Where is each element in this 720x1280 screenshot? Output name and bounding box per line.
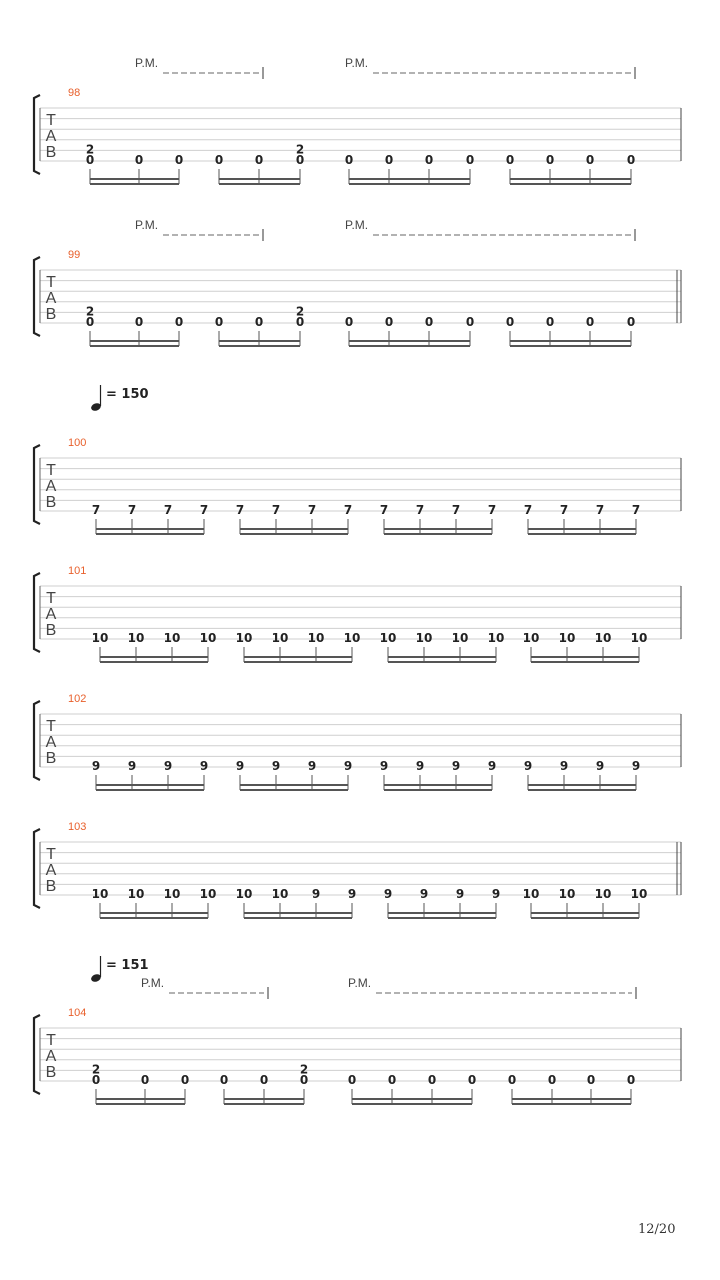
tab-clef-t: T bbox=[46, 462, 56, 479]
fret-number: 10 bbox=[127, 631, 145, 645]
fret-number: 0 bbox=[134, 153, 144, 167]
fret-number: 9 bbox=[311, 887, 321, 901]
fret-number: 0 bbox=[585, 315, 595, 329]
fret-number: 9 bbox=[631, 759, 641, 773]
tab-clef-b: B bbox=[45, 144, 57, 161]
fret-number: 9 bbox=[455, 887, 465, 901]
fret-number: 7 bbox=[163, 503, 173, 517]
fret-number: 10 bbox=[558, 887, 576, 901]
fret-number: 0 bbox=[547, 1073, 557, 1087]
tab-clef-b: B bbox=[45, 1064, 57, 1081]
fret-number: 0 bbox=[219, 1073, 229, 1087]
tab-clef-t: T bbox=[46, 274, 56, 291]
tab-clef-b: B bbox=[45, 622, 57, 639]
fret-number: 7 bbox=[199, 503, 209, 517]
tab-clef-t: T bbox=[46, 590, 56, 607]
palm-mute-label: P.M. bbox=[345, 218, 369, 232]
palm-mute-label: P.M. bbox=[348, 976, 372, 990]
fret-number: 0 bbox=[465, 153, 475, 167]
measure-number: 103 bbox=[68, 821, 87, 833]
staff-bracket bbox=[34, 445, 40, 524]
fret-number: 0 bbox=[299, 1073, 309, 1087]
fret-number: 0 bbox=[214, 315, 224, 329]
fret-number: 7 bbox=[91, 503, 101, 517]
fret-number: 0 bbox=[545, 315, 555, 329]
tab-clef-b: B bbox=[45, 878, 57, 895]
fret-number: 10 bbox=[379, 631, 397, 645]
fret-number: 2 bbox=[299, 1062, 309, 1077]
fret-number: 0 bbox=[295, 315, 305, 329]
fret-number: 10 bbox=[163, 631, 181, 645]
tab-clef-a: A bbox=[45, 1048, 57, 1065]
fret-number: 9 bbox=[451, 759, 461, 773]
fret-number: 0 bbox=[505, 153, 515, 167]
fret-number: 10 bbox=[522, 631, 540, 645]
tab-clef-a: A bbox=[45, 606, 57, 623]
fret-number: 9 bbox=[559, 759, 569, 773]
fret-number: 9 bbox=[487, 759, 497, 773]
fret-number: 10 bbox=[522, 887, 540, 901]
staff-bracket bbox=[34, 257, 40, 336]
tab-clef-b: B bbox=[45, 494, 57, 511]
fret-number: 0 bbox=[465, 315, 475, 329]
fret-number: 7 bbox=[631, 503, 641, 517]
fret-number: 0 bbox=[91, 1073, 101, 1087]
fret-number: 10 bbox=[271, 887, 289, 901]
fret-number: 2 bbox=[85, 142, 95, 157]
fret-number: 9 bbox=[271, 759, 281, 773]
fret-number: 10 bbox=[307, 631, 325, 645]
fret-number: 0 bbox=[85, 153, 95, 167]
palm-mute-label: P.M. bbox=[135, 56, 159, 70]
fret-number: 10 bbox=[451, 631, 469, 645]
fret-number: 0 bbox=[507, 1073, 517, 1087]
measure-number: 102 bbox=[68, 693, 87, 705]
fret-number: 7 bbox=[487, 503, 497, 517]
fret-number: 0 bbox=[344, 153, 354, 167]
fret-number: 0 bbox=[586, 1073, 596, 1087]
fret-number: 7 bbox=[307, 503, 317, 517]
fret-number: 0 bbox=[174, 153, 184, 167]
fret-number: 2 bbox=[85, 304, 95, 319]
staff-bracket bbox=[34, 829, 40, 908]
fret-number: 0 bbox=[427, 1073, 437, 1087]
tab-clef-a: A bbox=[45, 478, 57, 495]
fret-number: 2 bbox=[295, 304, 305, 319]
measure-number: 104 bbox=[68, 1007, 87, 1019]
fret-number: 9 bbox=[163, 759, 173, 773]
fret-number: 10 bbox=[235, 887, 253, 901]
tab-clef-b: B bbox=[45, 750, 57, 767]
fret-number: 9 bbox=[523, 759, 533, 773]
fret-number: 0 bbox=[347, 1073, 357, 1087]
fret-number: 0 bbox=[259, 1073, 269, 1087]
fret-number: 0 bbox=[214, 153, 224, 167]
fret-number: 9 bbox=[235, 759, 245, 773]
measure-number: 101 bbox=[68, 565, 87, 577]
fret-number: 10 bbox=[235, 631, 253, 645]
fret-number: 7 bbox=[379, 503, 389, 517]
fret-number: 10 bbox=[630, 631, 648, 645]
tab-clef-a: A bbox=[45, 734, 57, 751]
fret-number: 9 bbox=[383, 887, 393, 901]
fret-number: 0 bbox=[424, 153, 434, 167]
fret-number: 0 bbox=[134, 315, 144, 329]
tab-clef-t: T bbox=[46, 718, 56, 735]
fret-number: 0 bbox=[140, 1073, 150, 1087]
fret-number: 9 bbox=[595, 759, 605, 773]
fret-number: 9 bbox=[343, 759, 353, 773]
fret-number: 0 bbox=[180, 1073, 190, 1087]
fret-number: 10 bbox=[271, 631, 289, 645]
measure-number: 98 bbox=[68, 87, 81, 99]
fret-number: 0 bbox=[295, 153, 305, 167]
tab-clef-a: A bbox=[45, 290, 57, 307]
tab-clef-t: T bbox=[46, 846, 56, 863]
fret-number: 7 bbox=[415, 503, 425, 517]
tab-clef-t: T bbox=[46, 112, 56, 129]
fret-number: 0 bbox=[384, 315, 394, 329]
fret-number: 0 bbox=[174, 315, 184, 329]
fret-number: 0 bbox=[384, 153, 394, 167]
fret-number: 2 bbox=[91, 1062, 101, 1077]
fret-number: 0 bbox=[254, 153, 264, 167]
fret-number: 10 bbox=[199, 631, 217, 645]
fret-number: 0 bbox=[545, 153, 555, 167]
fret-number: 0 bbox=[626, 1073, 636, 1087]
tempo-marking: = 151 bbox=[106, 958, 149, 973]
fret-number: 10 bbox=[415, 631, 433, 645]
staff-bracket bbox=[34, 95, 40, 174]
fret-number: 7 bbox=[127, 503, 137, 517]
fret-number: 7 bbox=[559, 503, 569, 517]
fret-number: 0 bbox=[254, 315, 264, 329]
fret-number: 10 bbox=[163, 887, 181, 901]
fret-number: 9 bbox=[127, 759, 137, 773]
tab-clef-a: A bbox=[45, 128, 57, 145]
fret-number: 7 bbox=[595, 503, 605, 517]
tempo-marking: = 150 bbox=[106, 387, 149, 402]
tab-clef-a: A bbox=[45, 862, 57, 879]
fret-number: 7 bbox=[343, 503, 353, 517]
measure-number: 99 bbox=[68, 249, 81, 261]
fret-number: 0 bbox=[85, 315, 95, 329]
fret-number: 9 bbox=[419, 887, 429, 901]
tab-clef-b: B bbox=[45, 306, 57, 323]
fret-number: 10 bbox=[594, 631, 612, 645]
fret-number: 0 bbox=[344, 315, 354, 329]
fret-number: 0 bbox=[424, 315, 434, 329]
fret-number: 10 bbox=[343, 631, 361, 645]
palm-mute-label: P.M. bbox=[141, 976, 165, 990]
fret-number: 10 bbox=[91, 631, 109, 645]
fret-number: 0 bbox=[387, 1073, 397, 1087]
fret-number: 10 bbox=[127, 887, 145, 901]
fret-number: 0 bbox=[626, 315, 636, 329]
palm-mute-label: P.M. bbox=[135, 218, 159, 232]
fret-number: 2 bbox=[295, 142, 305, 157]
fret-number: 9 bbox=[199, 759, 209, 773]
fret-number: 0 bbox=[626, 153, 636, 167]
fret-number: 7 bbox=[451, 503, 461, 517]
fret-number: 9 bbox=[415, 759, 425, 773]
staff-bracket bbox=[34, 701, 40, 780]
staff-bracket bbox=[34, 1015, 40, 1094]
fret-number: 7 bbox=[271, 503, 281, 517]
fret-number: 7 bbox=[235, 503, 245, 517]
fret-number: 0 bbox=[585, 153, 595, 167]
palm-mute-label: P.M. bbox=[345, 56, 369, 70]
fret-number: 9 bbox=[491, 887, 501, 901]
page-number: 12/20 bbox=[638, 1222, 676, 1237]
tab-clef-t: T bbox=[46, 1032, 56, 1049]
fret-number: 0 bbox=[467, 1073, 477, 1087]
fret-number: 0 bbox=[505, 315, 515, 329]
fret-number: 10 bbox=[630, 887, 648, 901]
fret-number: 9 bbox=[91, 759, 101, 773]
fret-number: 10 bbox=[199, 887, 217, 901]
fret-number: 10 bbox=[558, 631, 576, 645]
fret-number: 9 bbox=[307, 759, 317, 773]
fret-number: 10 bbox=[487, 631, 505, 645]
fret-number: 7 bbox=[523, 503, 533, 517]
fret-number: 10 bbox=[91, 887, 109, 901]
fret-number: 9 bbox=[379, 759, 389, 773]
measure-number: 100 bbox=[68, 437, 87, 449]
staff-bracket bbox=[34, 573, 40, 652]
fret-number: 10 bbox=[594, 887, 612, 901]
fret-number: 9 bbox=[347, 887, 357, 901]
